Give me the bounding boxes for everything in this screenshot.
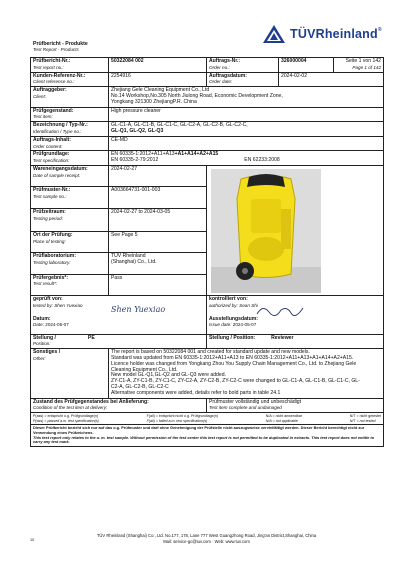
test-spec-amendments: +A1+A14+A2+A15 (174, 151, 219, 158)
position-right-value: Reviewer (271, 334, 294, 341)
product-photo (211, 169, 321, 293)
client-ref-value: 2254916 (109, 72, 207, 87)
legend-fail: F(ail) = entspricht nicht o.g. Prüfgrundlage(n) (146, 414, 218, 419)
condition-label-en: Condition of the test item at delivery: (33, 405, 108, 411)
test-period-label-en: Testing period: (33, 215, 63, 221)
footer-address: TÜV Rheinland (Shanghai) Co., Ltd. No.177, 178, Lane 777 West Guangzhong Road, Jing'an District,Shanghai, China (96, 533, 317, 538)
result-label: Prüfergebnis*: (33, 274, 69, 281)
tester-signature: Shen Yuexiao (111, 304, 166, 314)
row-test-spec (31, 151, 384, 166)
order-no-label-en: Order no.: (209, 64, 230, 70)
other-line: Cleaning Equipment Co., Ltd. (111, 366, 178, 373)
test-period-value: 2024-02-27 to 2024-03-05 (109, 208, 207, 231)
legend-pass: P(ass) = entspricht o.g. Prüfgrundlage(n) (33, 414, 99, 419)
order-date-label: Auftragsdatum: (209, 72, 247, 79)
tested-by-label-en: tested by: (33, 302, 53, 308)
legend-pass-en: P(ass) = passed a.m. test specification(s) (33, 418, 99, 423)
test-item-value: High pressure cleaner (109, 107, 384, 122)
order-content-label: Auftrags-Inhalt: (33, 136, 71, 143)
condition-label: Zustand des Prüfgegenstandes bei Anlieferung: (33, 398, 149, 405)
tuv-logo-text: TÜVRheinland® (290, 27, 382, 41)
legend-nt: N/T = nicht getestet (349, 414, 381, 419)
reviewer-signature-icon (255, 304, 305, 318)
other-line: New model GL-Q1,GL-Q2 and GL-Q3 were added. (111, 372, 226, 379)
sample-no-label: Prüfmuster-Nr.: (33, 187, 71, 194)
result-label-en: Test result*: (33, 281, 58, 287)
test-spec-standard: EN 60335-1:2012+A11+A13 (111, 151, 175, 158)
order-date-label-en: Order date: (209, 79, 233, 85)
other-line: Licence holder was changed from Yongkang Zhou You Supply Chain Management Co., Ltd. to Zhejiang Gele (111, 360, 357, 367)
laboratory-line: (Shanghai) Co., Ltd. (111, 258, 157, 265)
identification-value (109, 122, 384, 137)
order-no-label: Auftrags-Nr.: (209, 58, 241, 64)
laboratory-line: TÜV Rheinland (111, 253, 146, 260)
legend-nt-en: N/T = not tested (349, 418, 376, 423)
report-no-value: 50322084 002 (109, 58, 207, 73)
row-condition (31, 398, 384, 413)
legend-fail-en: F(ail) = failed a.m. test specification(s) (146, 418, 208, 423)
tested-by-label: geprüft von: (33, 295, 63, 302)
other-label-en: Other: (33, 355, 46, 361)
row-legend (31, 413, 384, 425)
place-label-en: Place of testing: (33, 238, 66, 244)
test-spec-label-en: Test specification: (33, 158, 70, 164)
test-spec-value (109, 151, 384, 166)
date-label: Datum: (33, 315, 51, 322)
row-signatures (31, 295, 384, 309)
condition-value-en: Test item complete and undamaged (209, 405, 282, 411)
place-label: Ort der Prüfung: (33, 231, 73, 238)
receipt-date-label: Wareneingangsdatum: (33, 165, 88, 172)
row-report-no (31, 58, 384, 73)
client-line: Yongkang 321300 ZhejiangP.R. China (111, 98, 197, 105)
page-count-en: Page 1 of 142 (352, 64, 381, 70)
row-client (31, 87, 384, 107)
sample-no-label-en: Test sample no.: (33, 194, 67, 200)
authorized-by-value: Sean Shi (239, 302, 258, 308)
issue-date-value: 2024-05-07 (232, 322, 257, 328)
report-type-title: Prüfbericht - Produkte (33, 41, 88, 47)
place-value: See Page 5 (109, 231, 207, 252)
client-label-en: Client: (33, 93, 47, 99)
client-line: No.14 Workshop,No.305 North Jiulong Road, Economic Development Zone, (111, 92, 283, 99)
sample-no-value: A003664731-001-003 (109, 187, 207, 208)
laboratory-label-en: Testing laboratory: (33, 259, 71, 265)
position-label: Stellung / (33, 334, 56, 341)
receipt-date-value: 2024-02-27 (109, 165, 207, 186)
disclaimer-en: This test report only relates to the a. m. test sample. Without permission of the test center this test report is not permitted to be duplicated in extracts. This test report does not entitle to carry any test mark. (33, 434, 375, 445)
report-no-label: Prüfbericht-Nr.: (33, 58, 71, 64)
disclaimer-de: Dieser Prüfbericht bezieht sich nur auf das o.g. Prüfmuster und darf ohne Genehmigung der Prüfstelle nicht auszugsweise vervielfältigt werden. Dieser Bericht berechtigt nicht zur Verwendung eines Prüfzeichens. (33, 425, 365, 435)
laboratory-label: Prüflaboratorium: (33, 253, 77, 260)
order-content-value: CE-MD (109, 136, 384, 151)
client-value (109, 87, 384, 107)
footer-code: 10 (30, 538, 35, 542)
row-order-content (31, 136, 384, 151)
issue-date-label-en: Issue date: (209, 322, 232, 328)
order-date-value: 2024-02-02 (279, 72, 384, 87)
authorized-by-label: kontrolliert von: (209, 295, 248, 302)
date-value: 2024-05-07 (45, 322, 69, 328)
page-count-de: Seite 1 von 142 (345, 58, 381, 64)
test-spec-standard: EN 60335-2-79:2012 (111, 157, 159, 164)
other-line: The report is based on 50322084 001 and created for standard update and new models. (111, 349, 310, 356)
condition-value: Prüfmuster vollständig und unbeschädigt (209, 398, 302, 405)
client-ref-label: Kunden-Referenz-Nr.: (33, 72, 86, 79)
tested-by-value: Shen Yuexiao (54, 302, 83, 308)
report-type-subtitle: Test Report - Products (33, 47, 79, 52)
tuv-logo (262, 24, 286, 49)
other-value (109, 349, 384, 398)
row-identification (31, 122, 384, 137)
other-line: ZY-C1-A, ZY-C1-B, ZY-C1-C, ZY-C2-A, ZY-C2-B, ZY-C2-C were changed to GL-C1-A, GL-C1-B, GL-C1-C, GL- (111, 378, 360, 385)
test-spec-label: Prüfgrundlage: (33, 151, 70, 158)
position-value: PE (87, 334, 95, 341)
position-label-en: Position: (33, 341, 51, 347)
client-line: Zhejiang Gele Cleaning Equipment Co., Ltd (111, 87, 210, 94)
other-line: Alternative components were added, details refer to bold parts in table 24.1 (111, 389, 281, 396)
client-ref-label-en: Client reference no.: (33, 79, 75, 85)
legend-na: N/A = nicht anwendbar (265, 414, 303, 419)
legend-na-en: N/A = not applicable (265, 418, 298, 423)
date-label-en: Date: (33, 322, 44, 328)
report-table (30, 57, 384, 447)
row-client-ref (31, 72, 384, 87)
row-dates (31, 310, 384, 335)
product-photo-cell (207, 165, 384, 295)
row-position (31, 334, 384, 349)
other-line: C2-A, GL-C2-B, GL-C2-C (111, 383, 169, 390)
row-receipt-date (31, 165, 384, 186)
row-test-item (31, 107, 384, 122)
row-other (31, 349, 384, 398)
result-legend (31, 413, 384, 425)
result-value: Pass (109, 274, 207, 295)
issue-date-label: Ausstellungsdatum: (209, 315, 258, 322)
row-disclaimer (31, 425, 384, 447)
order-content-label-en: Order content: (33, 143, 63, 149)
report-no-label-en: Test report no.: (33, 64, 64, 70)
laboratory-value (109, 253, 207, 274)
identification-label: Bezeichnung / Typ-Nr.: (33, 122, 88, 129)
other-label: Sonstiges / (33, 349, 61, 356)
position-right-label: Stellung / Position: (209, 334, 256, 341)
authorized-by-label-en: authorized by: (209, 302, 238, 308)
test-item-label-en: Test item: (33, 114, 53, 120)
client-label: Auftraggeber: (33, 87, 67, 94)
pressure-washer-image (211, 169, 321, 293)
identification-line: GL-C1-A, GL-C1-B, GL-C1-C, GL-C2-A, GL-C2-B, GL-C2-C, (111, 122, 248, 129)
test-item-label: Prüfgegenstand: (33, 107, 74, 114)
test-spec-standard: EN 62233:2008 (244, 157, 280, 164)
other-line: Standard was updated from EN 60335-1:2012+A11+A13 to EN 60335-1:2012+A11+A13+A1+A14+A2+A15. (111, 354, 354, 361)
identification-label-en: Identification / Type no.: (33, 128, 82, 134)
receipt-date-label-en: Date of sample receipt: (33, 172, 81, 178)
identification-line-new: GL-Q1, GL-Q2, GL-Q3 (111, 127, 164, 134)
footer-contact: Mail: service-gc@tuv.com · Web: www.tuv.com (163, 539, 250, 544)
test-period-label: Prüfzeitraum: (33, 208, 66, 215)
tuv-triangle-icon (262, 24, 286, 44)
disclaimer (31, 425, 384, 447)
order-no-value: 326000004 (279, 58, 334, 73)
